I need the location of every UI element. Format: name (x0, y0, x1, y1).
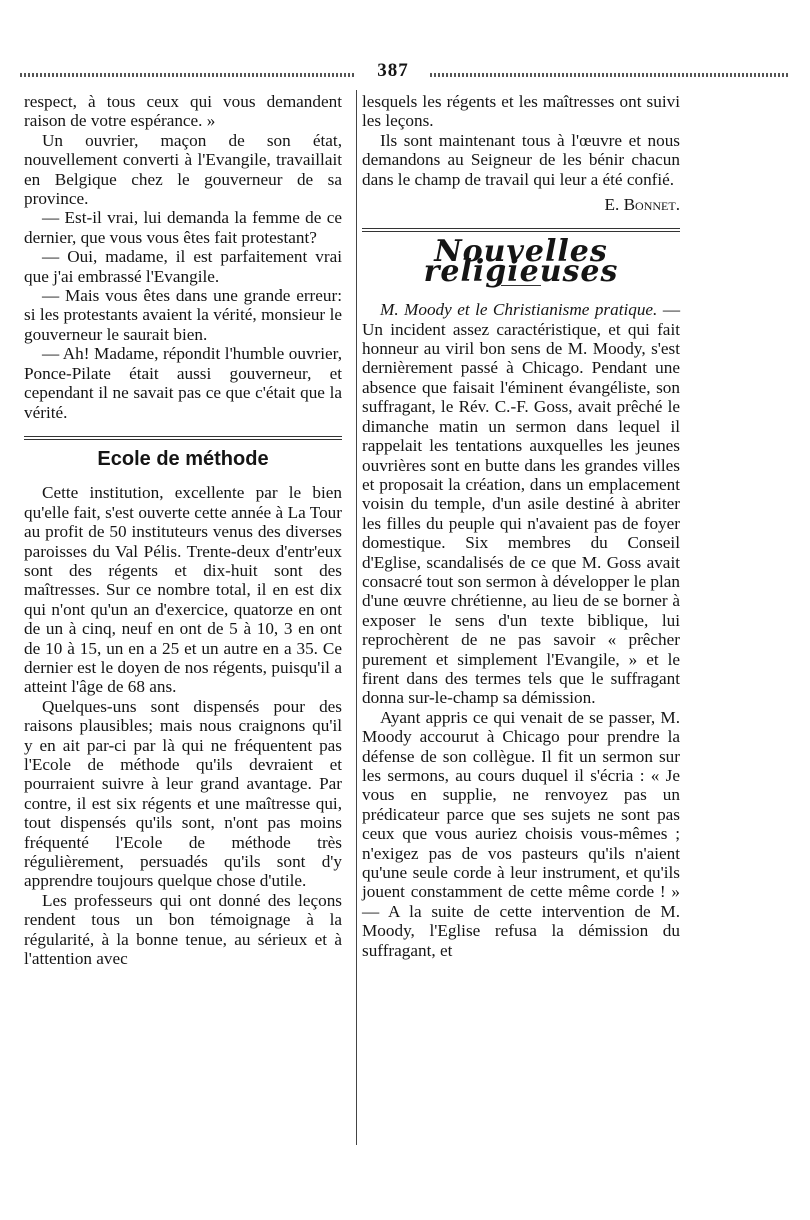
page-header (20, 62, 790, 82)
header-ornament-right (430, 73, 790, 77)
paragraph: Les professeurs qui ont donné des leçons rendent tous un bon témoignage à la régularité, à la bonne tenue, au sérieux et à l'attention avec (24, 890, 342, 969)
signature-text: E. Bonnet. (604, 195, 680, 215)
dialogue-line: — Oui, madame, il est parfaitement vrai que j'ai embrassé l'Evangile. (24, 247, 342, 286)
paragraph: lesquels les régents et les maîtresses ont suivi les leçons. (362, 92, 680, 131)
paragraph: respect, à tous ceux qui vous demandent raison de votre espérance. » (24, 92, 342, 131)
dialogue-line: — Ah! Madame, répondit l'humble ouvrier, Ponce-Pilate était aussi gouverneur, et cependant il ne savait pas ce que c'était que la vérité. (24, 344, 342, 422)
article-lead (362, 300, 680, 708)
dialogue-line: — Mais vous êtes dans une grande erreur: si les protestants avaient la vérité, monsieur le gouverneur le saurait bien. (24, 286, 342, 344)
header-ornament-left (20, 73, 355, 77)
section-separator (24, 436, 342, 440)
article-lead-body: — Un incident assez caractéristique, et qui fait honneur au viril bon sens de M. Moody, s'est dernièrement passé à Chicago. Pendant une absence que faisait l'éminent évangéliste, son suffragant, le Rév. C.-F. Goss, avait prêché le dimanche matin un sermon dans lequel il rappelait les tentations auxquelles les jeunes ouvrières sont en butte dans les grandes villes et proposait la création, dans un emplacement voisin du temple, d'un asile destiné à abriter les filles du peuple qui n'avaient pas de foyer domestique. Six membres du Conseil d'Eglise, scandalisés de ce que M. Goss avait consacré tout son sermon à développer le plan d'une œuvre chrétienne, au lieu de se borner à exposer le sens d'un texte biblique, lui reprochèrent de ne pas savoir « prêcher purement et simplement l'Evangile, » et le firent dans des termes tels que le suffragant donna sur-le-champ sa démission. (362, 300, 680, 708)
page-number: 387 (377, 60, 409, 81)
section-title-ecole: Ecole de méthode (97, 447, 269, 470)
left-column (24, 92, 342, 968)
paragraph: Ils sont maintenant tous à l'œuvre et nous demandons au Seigneur de les bénir chacun dans le champ de travail qui leur a été confié. (362, 130, 680, 189)
signature (362, 195, 680, 214)
paragraph: Cette institution, excellente par le bien qu'elle fait, s'est ouverte cette année à La Tour au profit de 50 instituteurs venus des diverses paroisses du Val Pélis. Trente-deux d'entr'eux sont des régents et dix-huit sont des maîtresses. Sur ce nombre total, il en est dix qui n'ont qu'un an d'exercice, quatorze en ont de un à cinq, neuf en ont de 5 à 10, 3 en ont de 10 à 15, un en a 25 et un autre en a 35. Ce dernier est le doyen de nos régents, puisqu'il a atteint l'âge de 68 ans. (24, 483, 342, 697)
section-separator (362, 228, 680, 232)
paragraph: Quelques-uns sont dispensés pour des raisons plausibles; mais nous craignons qu'il y en ait par-ci par là qui ne fréquentent pas l'Ecole de méthode qu'ils devraient et pourraient suivre à leur grand avantage. Par contre, il est six régents et une maîtresse qui, tout dispensés qu'ils sont, n'ont pas moins fréquenté l'Ecole de méthode très régulièrement, persuadés qu'ils sont d'y apprendre toujours quelque chose d'utile. (24, 696, 342, 891)
dialogue-line: — Est-il vrai, lui demanda la femme de ce dernier, que vous vous êtes fait protestant? (24, 208, 342, 247)
right-column (362, 92, 680, 960)
column-divider (356, 90, 357, 1145)
paragraph: Un ouvrier, maçon de son état, nouvellement converti à l'Evangile, travaillait en Belgique chez le gouverneur de sa province. (24, 130, 342, 209)
paragraph: Ayant appris ce qui venait de se passer, M. Moody accourut à Chicago pour prendre la défense de son collègue. Il fit un sermon sur les sermons, au cours duquel il s'écria : « Je vous en supplie, ne renvoyez pas un prédicateur parce que ses sujets ne sont pas ceux que vous auriez choisis vous-mêmes ; n'exigez pas de vos pasteurs qu'ils n'aient qu'une seule corde à leur instrument, et qu'ils jouent constamment de cette même corde ! » — A la suite de cette intervention de M. Moody, l'Eglise refusa la démission du suffragant, et (362, 707, 680, 960)
article-lead-title: M. Moody et le Christianisme pratique. (380, 300, 658, 320)
section-title-nouvelles: Nouvelles religieuses (423, 234, 619, 289)
